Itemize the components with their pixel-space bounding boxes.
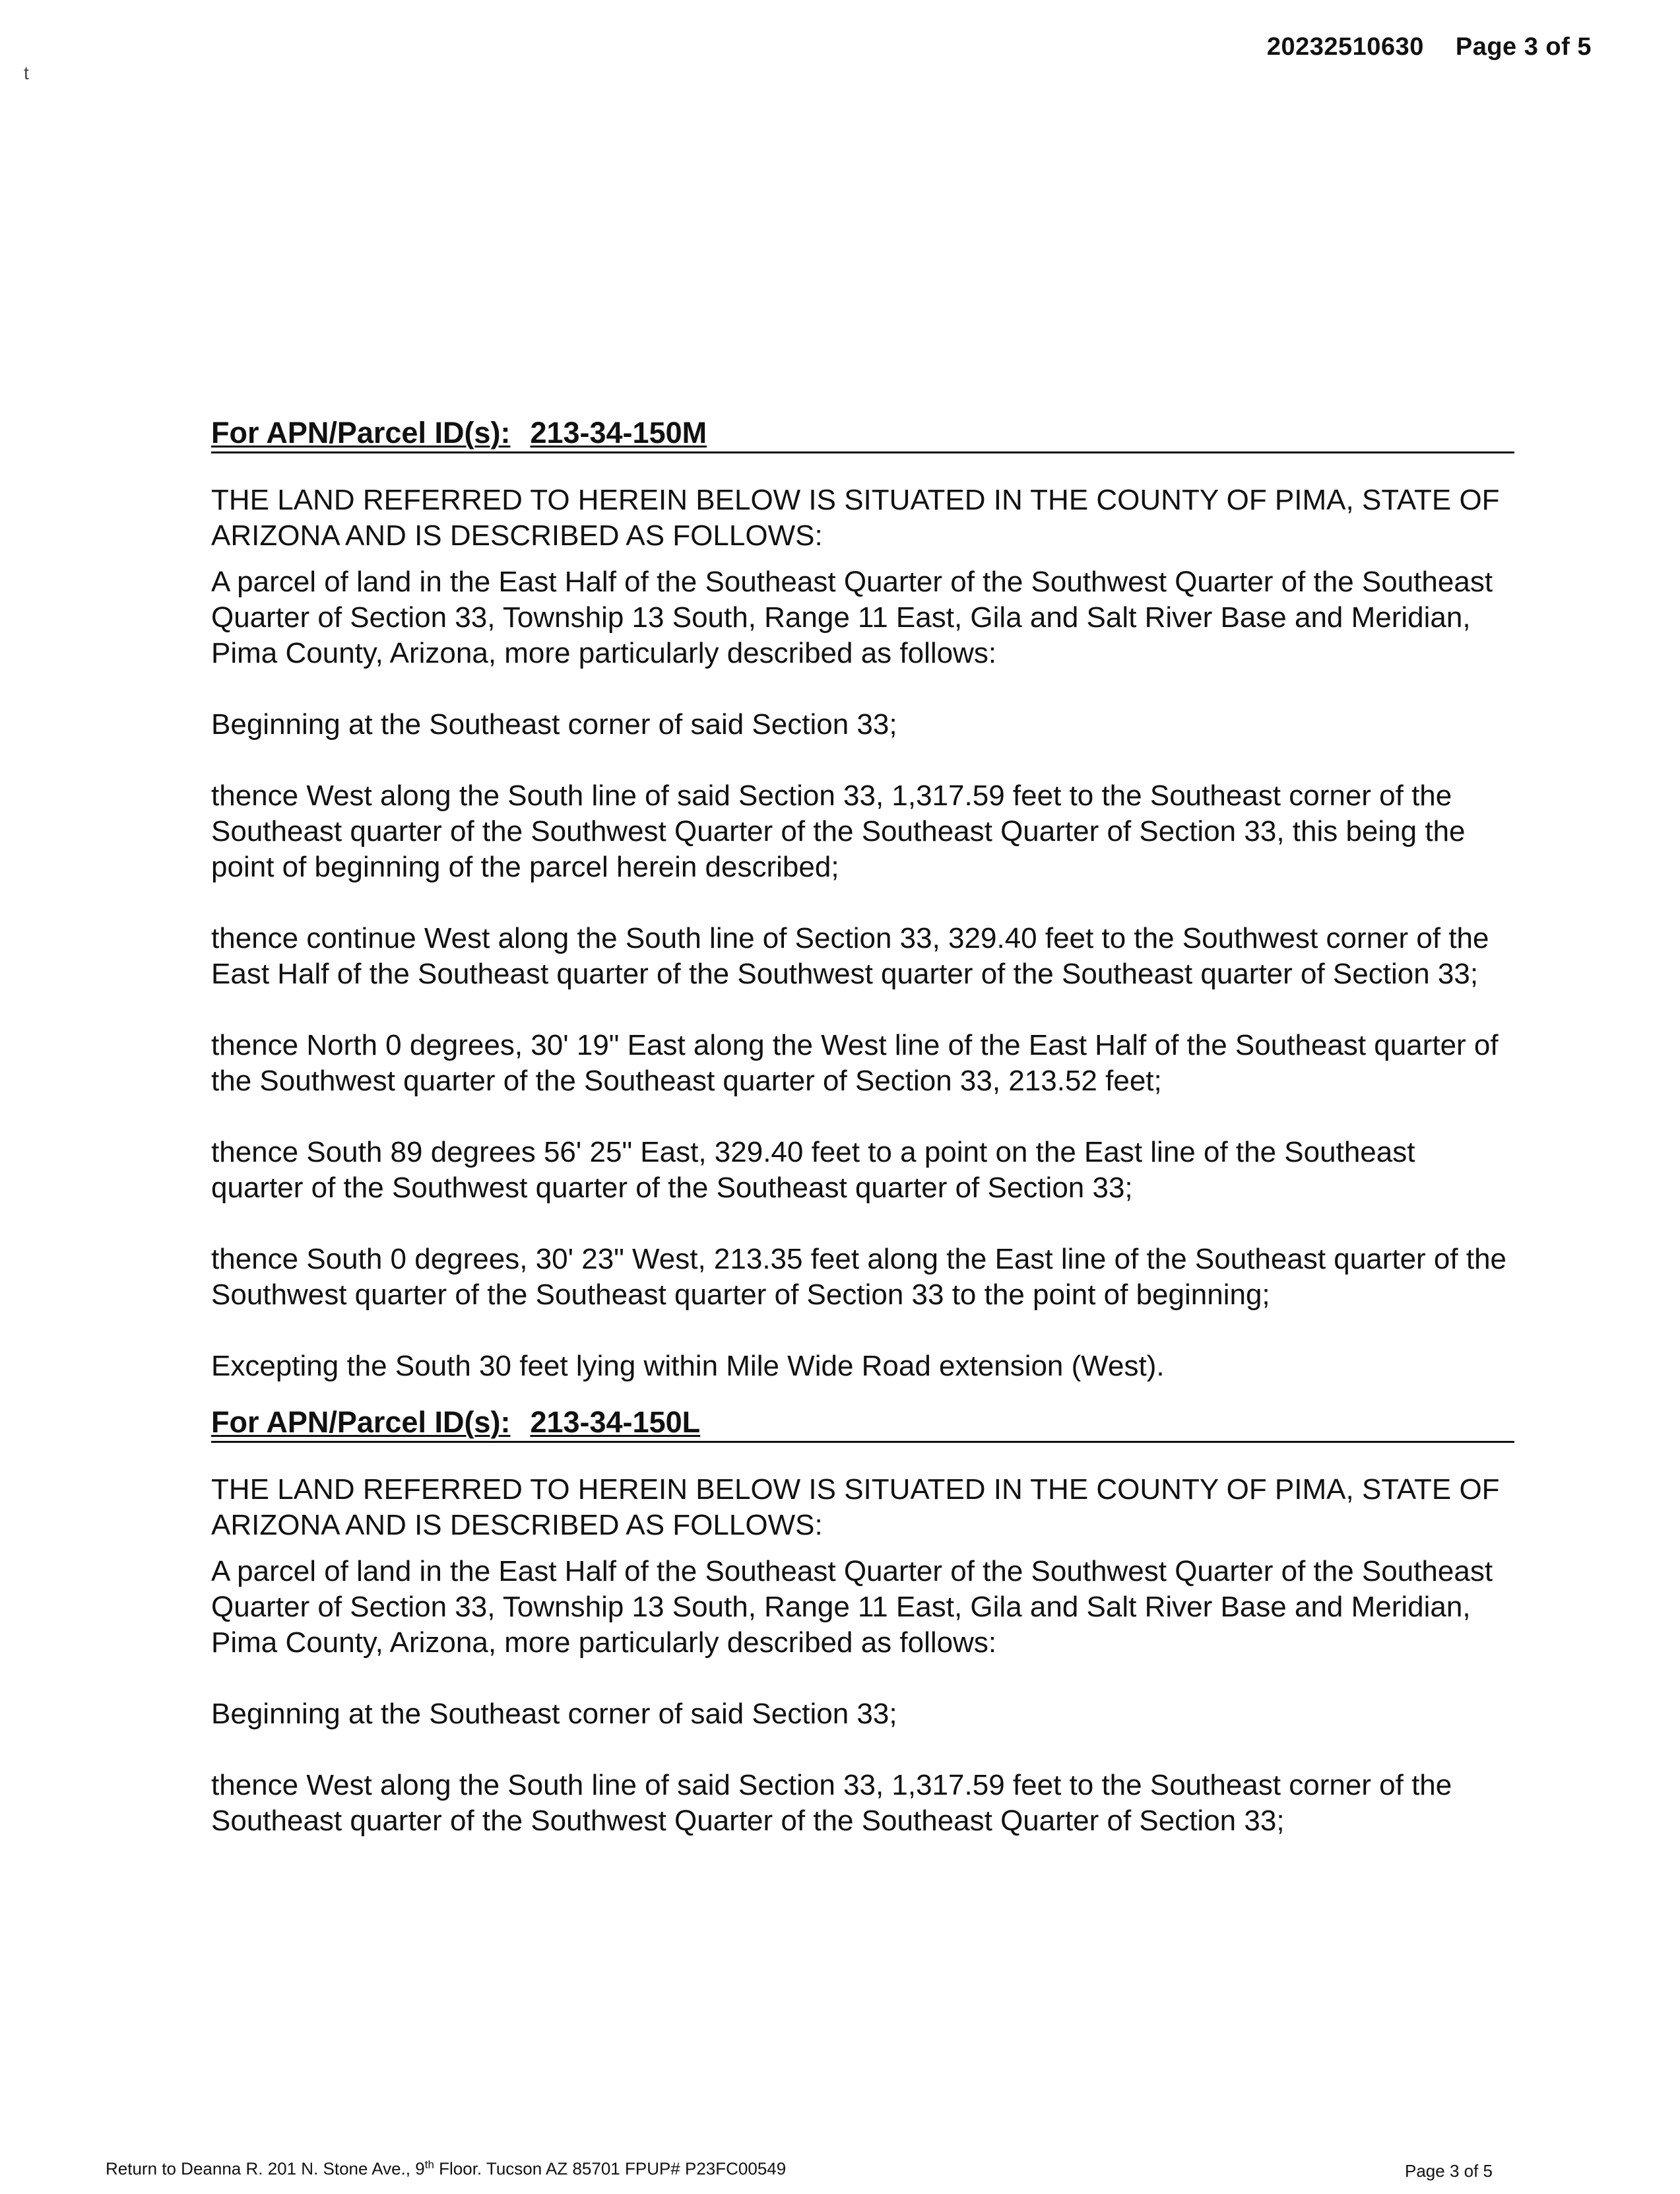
legal-paragraph: Beginning at the Southeast corner of said Section 33; (211, 708, 897, 741)
legal-paragraph: Beginning at the Southeast corner of said Section 33; (211, 1698, 897, 1730)
page-header (1267, 33, 1592, 61)
legal-description-body (211, 416, 1514, 1875)
legal-paragraph: thence continue West along the South line of Section 33, 329.40 feet to the Southwest corner of the East Half of the Southeast quarter of the Southwest quarter of the Southeast quarter of Section 33; (211, 922, 1489, 990)
legal-paragraph: thence North 0 degrees, 30' 19" East along the West line of the East Half of the Southeast quarter of the Southwest quarter of the Southeast quarter of Section 33, 213.52 feet; (211, 1029, 1499, 1097)
legal-paragraph: thence West along the South line of said Section 33, 1,317.59 feet to the Southeast corner of the Southeast quarter of the Southwest Quarter of the Southeast Quarter of Section 33; (211, 1769, 1452, 1837)
legal-paragraph: Excepting the South 30 feet lying within Mile Wide Road extension (West). (211, 1350, 1165, 1382)
parcel-section (211, 416, 1514, 1384)
header-page-label: Page 3 of 5 (1455, 33, 1592, 61)
situs-statement: THE LAND REFERRED TO HEREIN BELOW IS SITUATED IN THE COUNTY OF PIMA, STATE OF ARIZONA AND IS DESCRIBED AS FOLLOWS: (211, 1473, 1500, 1541)
parcel-heading (211, 1405, 1514, 1443)
return-address (106, 2158, 786, 2179)
footer-page-label: Page 3 of 5 (1405, 2161, 1493, 2181)
apn-label: For APN/Parcel ID(s): (211, 1405, 511, 1439)
legal-paragraph: A parcel of land in the East Half of the Southeast Quarter of the Southwest Quarter of the Southeast Quarter of Section 33, Township 13 South, Range 11 East, Gila and Salt River Base and Meridian, Pima County, Arizona, more particularly described as follows: (211, 1555, 1493, 1659)
parcel-heading (211, 416, 1514, 453)
return-ordinal: th (424, 2158, 434, 2171)
parcel-section (211, 1405, 1514, 1839)
legal-paragraph: thence South 0 degrees, 30' 23" West, 213.35 feet along the East line of the Southeast quarter of the Southwest quarter of the Southeast quarter of Section 33 to the point of beginning; (211, 1243, 1507, 1311)
apn-value: 213-34-150L (530, 1405, 701, 1439)
legal-paragraph: thence West along the South line of said Section 33, 1,317.59 feet to the Southeast corner of the Southeast quarter of the Southwest Quarter of the Southeast Quarter of Section 33, this being the point of beginning of the parcel herein described; (211, 780, 1466, 883)
return-suffix: Floor. Tucson AZ 85701 FPUP# P23FC00549 (434, 2158, 787, 2179)
return-prefix: Return to Deanna R. 201 N. Stone Ave., 9 (106, 2158, 425, 2179)
apn-label: For APN/Parcel ID(s): (211, 416, 511, 449)
legal-paragraph: thence South 89 degrees 56' 25" East, 329.40 feet to a point on the East line of the Southeast quarter of the Southwest quarter of the Southeast quarter of Section 33; (211, 1136, 1415, 1204)
document-number: 20232510630 (1266, 33, 1424, 61)
apn-value: 213-34-150M (530, 416, 707, 449)
legal-paragraph: A parcel of land in the East Half of the Southeast Quarter of the Southwest Quarter of the Southeast Quarter of Section 33, Township 13 South, Range 11 East, Gila and Salt River Base and Meridian, Pima County, Arizona, more particularly described as follows: (211, 566, 1493, 669)
stray-mark: t (24, 63, 29, 83)
situs-statement: THE LAND REFERRED TO HEREIN BELOW IS SITUATED IN THE COUNTY OF PIMA, STATE OF ARIZONA AND IS DESCRIBED AS FOLLOWS: (211, 484, 1500, 552)
